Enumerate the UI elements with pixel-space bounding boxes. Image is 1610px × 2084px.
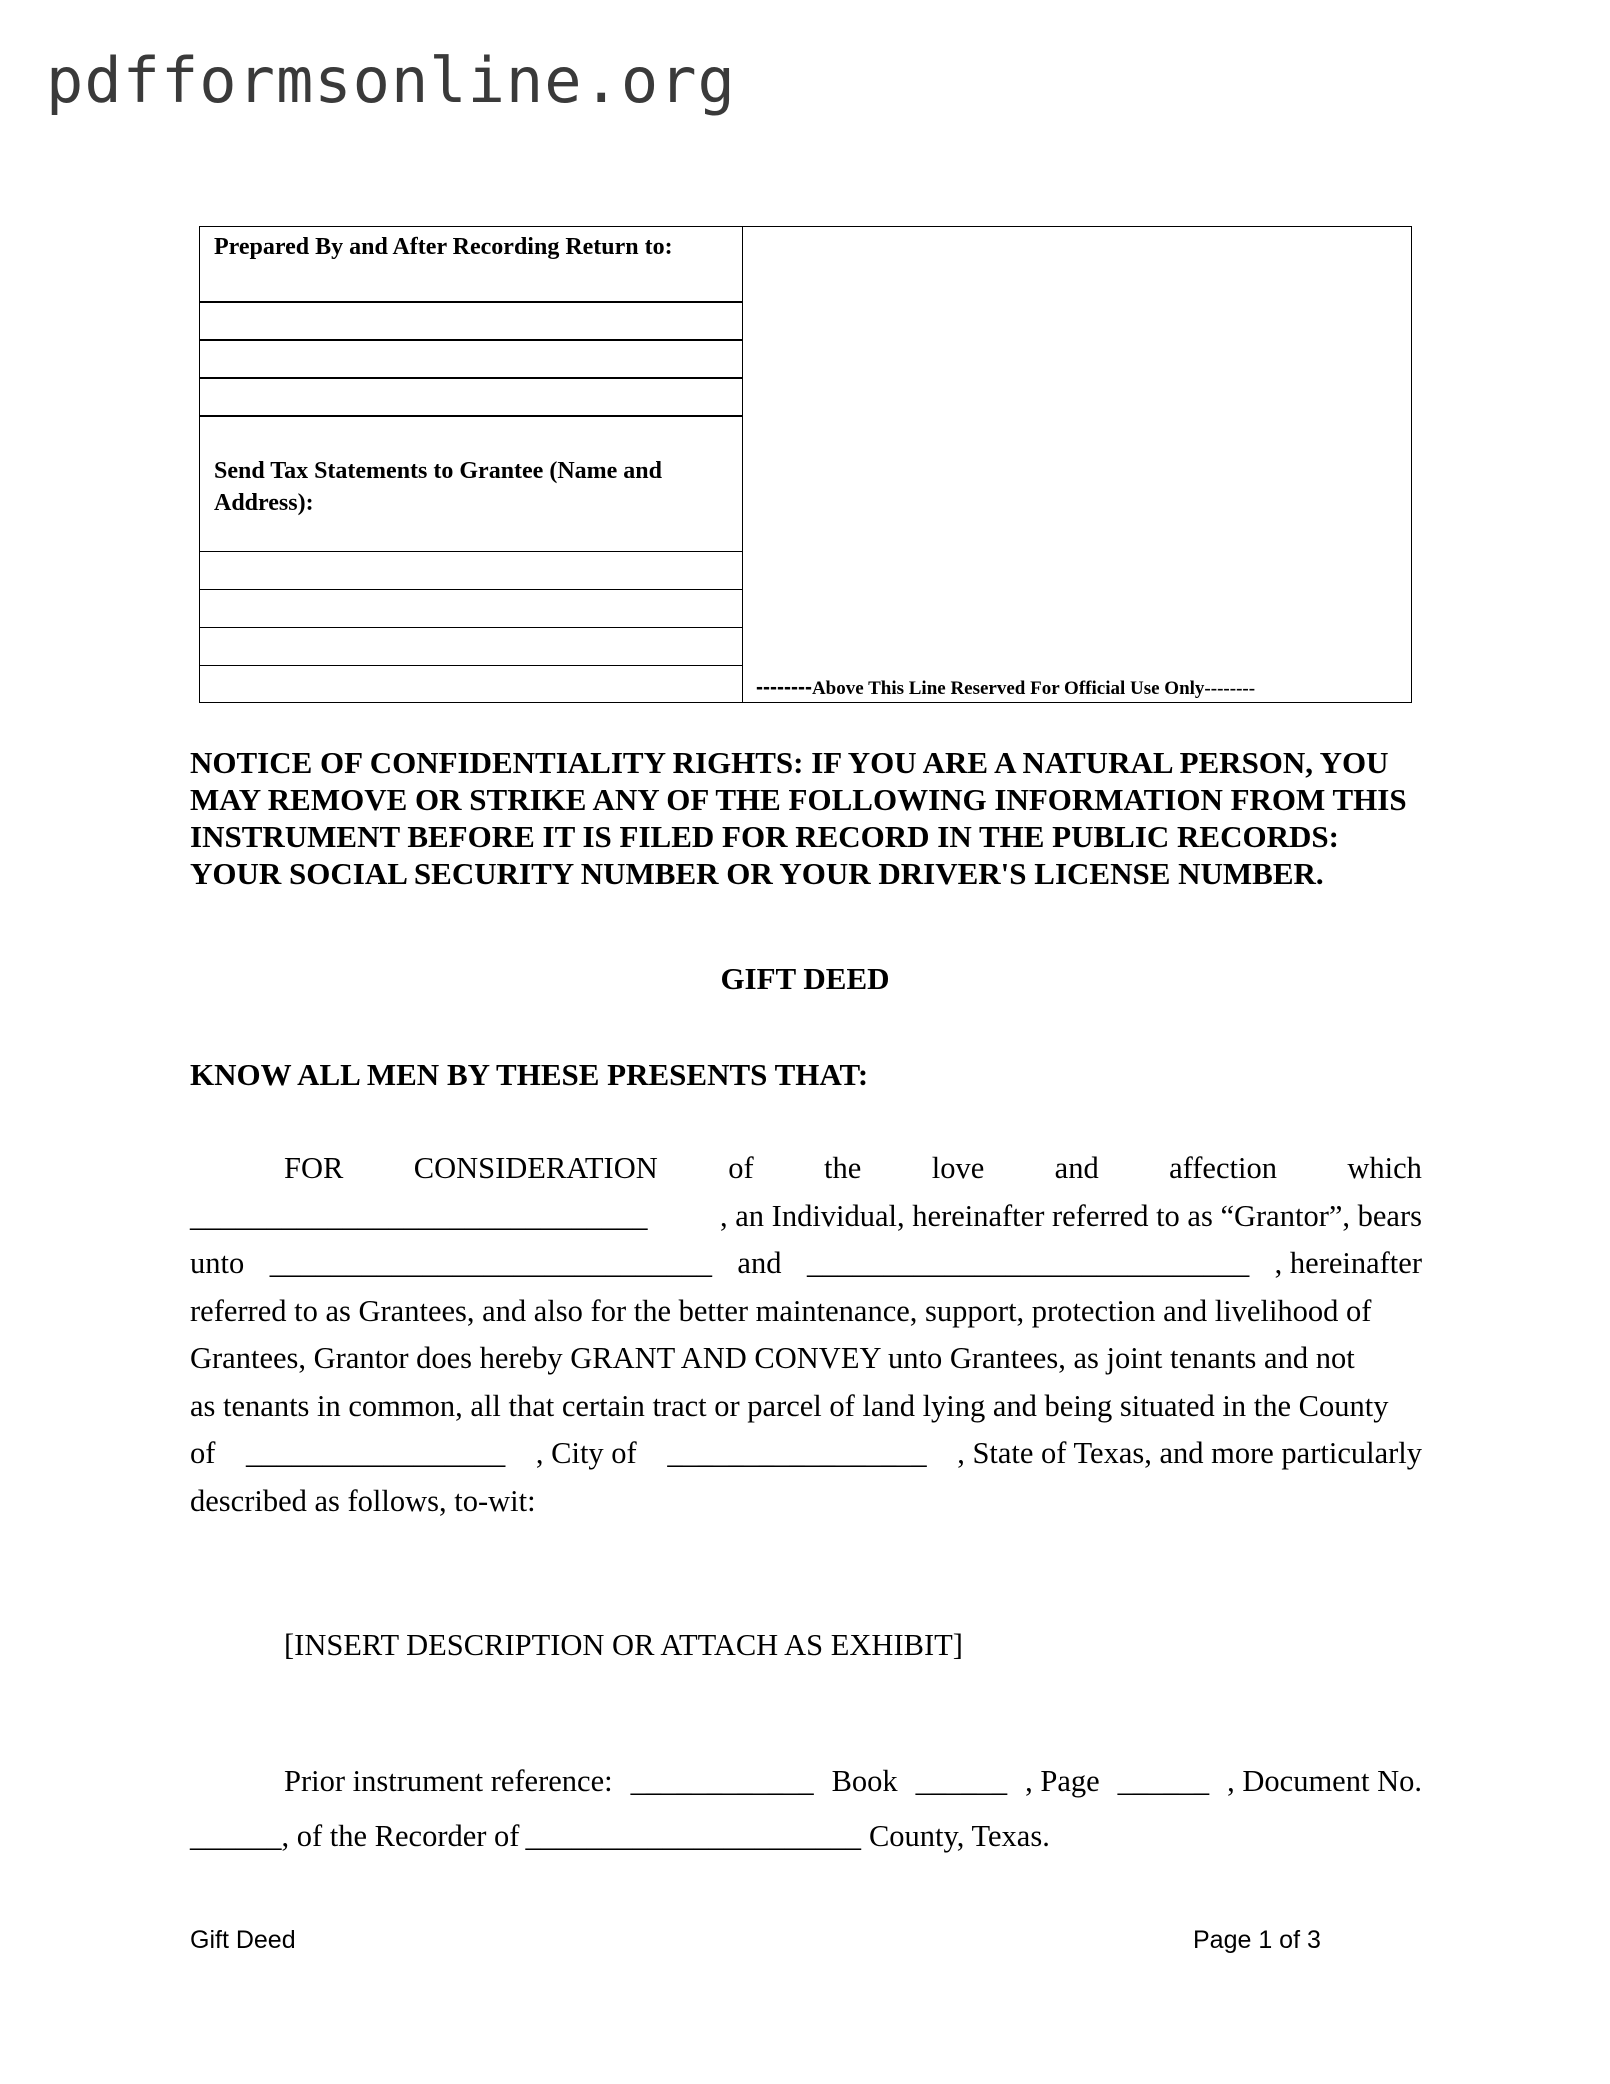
official-use-dashes: -------- <box>756 676 812 699</box>
line-text: Book <box>831 1764 898 1798</box>
word: affection <box>1169 1151 1277 1185</box>
page-blank[interactable]: ______ <box>1117 1764 1210 1798</box>
word: of <box>728 1151 754 1185</box>
line-text: referred to as Grantees, and also for the better maintenance, support, protection and livelihood of <box>190 1293 1372 1328</box>
paragraph-line-6 <box>190 1383 1422 1431</box>
line-text: , Page <box>1025 1764 1100 1798</box>
document-title: GIFT DEED <box>720 961 890 996</box>
insert-description-placeholder[interactable]: [INSERT DESCRIPTION OR ATTACH AS EXHIBIT] <box>284 1628 963 1662</box>
grantee-2-name-blank[interactable]: _____________________________ <box>806 1246 1250 1280</box>
prepared-by-label: Prepared By and After Recording Return to: <box>214 234 673 260</box>
return-address-line-4[interactable] <box>200 415 742 417</box>
grantor-name-blank[interactable]: ______________________________ <box>190 1198 648 1233</box>
line-text: , State of Texas, and more particularly <box>957 1436 1422 1470</box>
recording-return-column <box>200 227 743 702</box>
footer-page-number: Page 1 of 3 <box>1193 1926 1321 1954</box>
line-text: of <box>190 1436 216 1470</box>
paragraph-line-8 <box>190 1478 1422 1526</box>
word: and <box>1054 1151 1099 1185</box>
grantee-address-line-1[interactable] <box>200 551 742 552</box>
line-text: and <box>737 1246 782 1280</box>
know-all-men-heading: KNOW ALL MEN BY THESE PRESENTS THAT: <box>190 1057 869 1092</box>
grantee-address-line-2[interactable] <box>200 589 742 590</box>
line-text: , City of <box>535 1436 637 1470</box>
line-text: , hereinafter <box>1274 1246 1422 1280</box>
line-text: , Document No. <box>1227 1764 1422 1798</box>
prior-line-2 <box>190 1809 1422 1864</box>
footer-document-name: Gift Deed <box>190 1926 296 1954</box>
return-address-line-1[interactable] <box>200 301 742 303</box>
return-address-line-3[interactable] <box>200 377 742 379</box>
grantee-address-line-3[interactable] <box>200 627 742 628</box>
paragraph-line-4 <box>190 1288 1422 1336</box>
line-text: , an Individual, hereinafter referred to as “Grantor”, bears <box>720 1198 1422 1233</box>
paragraph-line-5 <box>190 1335 1422 1383</box>
grantee-address-line-4[interactable] <box>200 665 742 666</box>
line-text: Prior instrument reference: <box>284 1764 613 1798</box>
recording-header-box <box>199 226 1412 703</box>
line-text: unto <box>190 1246 245 1280</box>
word: which <box>1347 1151 1422 1185</box>
official-use-notice <box>756 676 1255 700</box>
paragraph-line-2 <box>190 1193 1422 1241</box>
prior-reference-blank[interactable]: ____________ <box>630 1764 814 1798</box>
paragraph-line-1 <box>190 1145 1422 1193</box>
return-address-line-2[interactable] <box>200 339 742 341</box>
word: love <box>931 1151 985 1185</box>
city-blank[interactable]: _________________ <box>667 1436 927 1470</box>
official-use-text: Above This Line Reserved For Official Use Only-------- <box>811 678 1256 699</box>
line-text: County, Texas. <box>868 1819 1050 1853</box>
line-text: described as follows, to-wit: <box>190 1483 536 1518</box>
line-text: Grantees, Grantor does hereby GRANT AND CONVEY unto Grantees, as joint tenants and not <box>190 1341 1355 1375</box>
confidentiality-notice: NOTICE OF CONFIDENTIALITY RIGHTS: IF YOU ARE A NATURAL PERSON, YOU MAY REMOVE OR STRIKE ANY OF THE FOLLOWING INFORMATION FROM THIS INSTRUMENT BEFORE IT IS FILED FOR RECORD IN THE PUBLIC RECORDS: YOUR SOCIAL SECURITY NUMBER OR YOUR DRIVER'S LICENSE NUMBER. <box>190 745 1407 891</box>
site-watermark: pdfformsonline.org <box>46 44 736 117</box>
county-blank[interactable]: _________________ <box>246 1436 506 1470</box>
prior-instrument-paragraph <box>190 1754 1422 1864</box>
word: CONSIDERATION <box>413 1151 658 1185</box>
book-blank[interactable]: ______ <box>915 1764 1008 1798</box>
prior-line-1 <box>190 1754 1422 1809</box>
word: FOR <box>284 1151 344 1185</box>
paragraph-line-7 <box>190 1430 1422 1478</box>
send-tax-statements-label: Send Tax Statements to Grantee (Name and Address): <box>214 458 662 516</box>
document-number-blank[interactable]: ______ <box>190 1819 282 1853</box>
grant-paragraph <box>190 1145 1422 1525</box>
word: the <box>824 1151 862 1185</box>
recorder-county-blank[interactable]: ______________________ <box>525 1819 861 1853</box>
line-text: as tenants in common, all that certain tract or parcel of land lying and being situated in the County <box>190 1388 1389 1423</box>
paragraph-line-3 <box>190 1240 1422 1288</box>
grantee-1-name-blank[interactable]: _____________________________ <box>269 1246 712 1280</box>
line-text: , of the Recorder of <box>281 1819 520 1853</box>
